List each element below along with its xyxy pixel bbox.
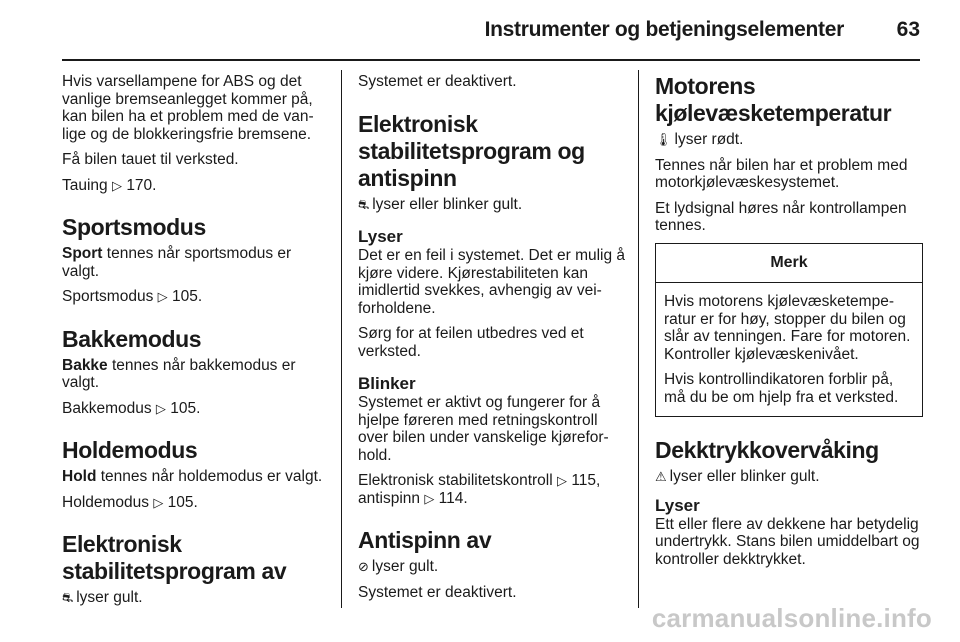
paragraph: Hold tennes når holdemodus er valgt. (62, 468, 323, 485)
page-ref-arrow-icon: ▷ (424, 490, 435, 506)
cross-reference[interactable]: Sportsmodus ▷ 105. (62, 288, 203, 305)
note-title: Merk (656, 244, 922, 284)
paragraph: ⛐ lyser eller blinker gult. (358, 195, 523, 213)
esp-icon: ⛐ (358, 196, 370, 212)
column-2 (358, 73, 626, 609)
indicator-label: Sport (62, 245, 103, 262)
section-heading: Antispinn av (358, 527, 492, 553)
ref-text: Tauing (62, 176, 108, 194)
indicator-label: Bakke (62, 356, 108, 374)
paragraph: Bakke tennes når bakkemodus er valgt. (62, 356, 296, 391)
header-rule (62, 59, 920, 61)
paragraph: Hvis kontrollindikatoren forblir på, må du be om hjelp fra et verksted. (664, 371, 899, 406)
page-ref-arrow-icon: ▷ (112, 177, 122, 193)
subheading: Lyser (358, 227, 403, 246)
cross-reference[interactable]: Holdemodus ▷ 105. (62, 493, 198, 511)
paragraph: Hvis varsellampene for ABS og det vanlige bremseanlegget kommer på, kan bilen ha et problem med de vanlige og de blokkeringsfrie bremsene. (62, 73, 314, 143)
esp-off-icon: ⛐ (62, 590, 74, 605)
section-heading: Sportsmodus (62, 214, 206, 240)
section-heading: Holdemodus (62, 437, 198, 463)
paragraph: Systemet er aktivt og fungerer for å hjelpe føreren med retningskontroll over bilen under vanskelige kjøreforhold. (358, 394, 609, 464)
page-ref-arrow-icon: ▷ (557, 473, 568, 488)
page-header (0, 0, 960, 60)
page-ref-arrow-icon: ▷ (153, 494, 164, 510)
paragraph: Sport tennes når sportsmodus er valgt. (62, 245, 292, 280)
tire-pressure-icon: ⚠ (655, 469, 667, 484)
subheading: Lyser (655, 495, 700, 515)
column-divider (341, 70, 342, 608)
page-ref-arrow-icon: ▷ (157, 289, 168, 304)
indicator-label: Hold (62, 468, 97, 485)
paragraph: 🌡 lyser rødt. (655, 131, 744, 148)
section-heading: Dekktrykkovervåking (655, 437, 879, 463)
watermark: carmanualsonline.info (651, 603, 932, 633)
paragraph: Det er en feil i systemet. Det er mulig å kjøre videre. Kjørestabiliteten kan imidlertid svekkes, avhengig av veiforholdene. (358, 247, 626, 317)
page-number: 63 (896, 18, 920, 41)
note-box (655, 243, 923, 418)
section-heading: Elektronisk stabilitetsprogram og antispinn (358, 110, 585, 191)
cross-reference[interactable] (62, 177, 332, 195)
paragraph: Hvis motorens kjølevæsketemperatur er for høy, stopper du bilen og slår av tenningen. Fare for motoren. Kontroller kjølevæskenivået. (664, 293, 911, 363)
paragraph: Ett eller flere av dekkene har betydelig undertrykk. Stans bilen umiddelbart og kontroller dekktrykket. (655, 515, 920, 568)
paragraph: ⛐ lyser gult. (62, 589, 143, 606)
traction-off-icon: ⊘ (358, 559, 369, 574)
page-ref-arrow-icon: ▷ (155, 400, 166, 416)
paragraph: ⊘ lyser gult. (358, 558, 439, 575)
cross-reference[interactable]: Bakkemodus ▷ 105. (62, 399, 201, 417)
column-3 (655, 73, 923, 576)
paragraph: Et lydsignal høres når kontrollampen tennes. (655, 199, 907, 234)
ref-page: 170. (126, 176, 157, 194)
column-1 (62, 73, 332, 615)
column-divider (638, 70, 639, 608)
paragraph: Få bilen tauet til verksted. (62, 151, 239, 168)
paragraph: ⚠ lyser eller blinker gult. (655, 468, 820, 485)
paragraph: Sørg for at feilen utbedres ved et verksted. (358, 325, 584, 360)
section-heading: Motorens kjølevæsketemperatur (655, 73, 892, 126)
section-heading: Bakkemodus (62, 325, 202, 352)
paragraph: Tennes når bilen har et problem med motorkjølevæskesystemet. (655, 156, 908, 191)
header-title: Instrumenter og betjeningselementer (484, 18, 844, 41)
coolant-temperature-icon: 🌡 (655, 132, 672, 147)
subheading: Blinker (358, 374, 416, 393)
section-heading: Elektronisk stabilitetsprogram av (62, 531, 287, 584)
paragraph: Systemet er deaktivert. (358, 583, 517, 601)
cross-reference[interactable]: Elektronisk stabilitetskontroll ▷ 115, antispinn ▷ 114. (358, 472, 601, 507)
paragraph: Systemet er deaktivert. (358, 73, 517, 90)
